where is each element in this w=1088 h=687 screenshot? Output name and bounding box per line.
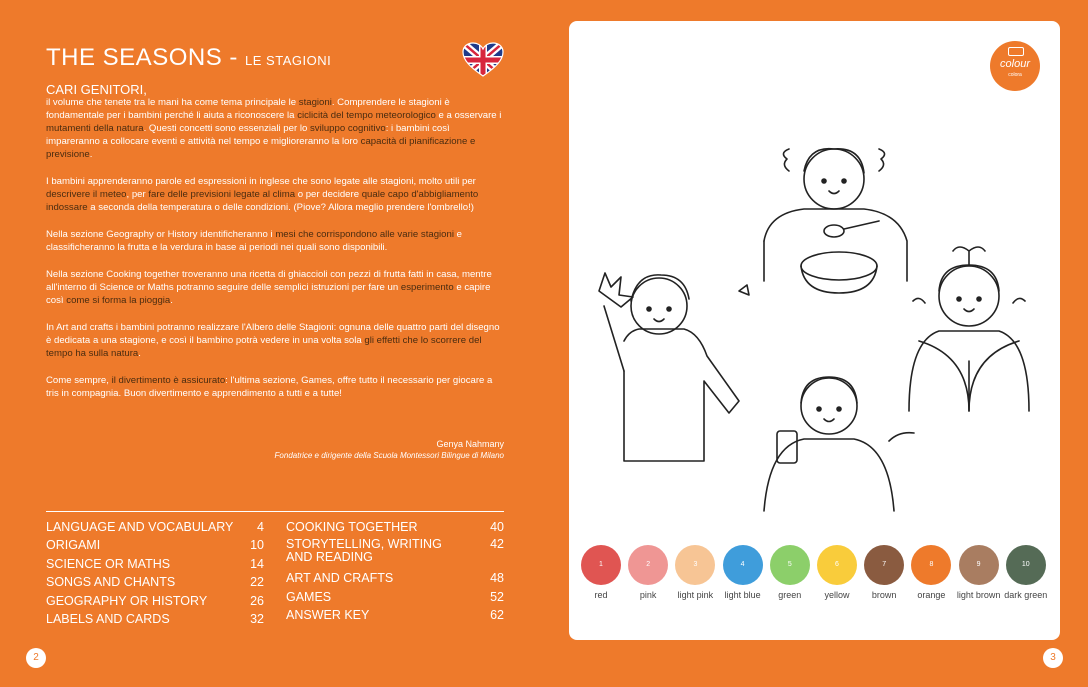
toc-label: SCIENCE OR MATHS xyxy=(46,556,171,571)
toc-entry xyxy=(286,520,504,538)
highlighted-text: stagioni xyxy=(298,97,332,108)
body-text: . Comprendere le stagioni è fondamentale per i bambini perché li aiuta a riconoscere la xyxy=(46,97,450,121)
highlighted-text: il divertimento è assicurato xyxy=(111,375,226,386)
swatch-label: dark green xyxy=(1004,590,1048,600)
kid-with-leaf xyxy=(599,273,749,461)
body-text: . Questi concetti sono essenziali per lo xyxy=(143,123,310,134)
toc-entry xyxy=(286,538,504,571)
table-of-contents-right xyxy=(286,520,504,627)
toc-page-number: 40 xyxy=(490,520,504,534)
body-text: I bambini apprenderanno parole ed espressioni in inglese che sono legate alle stagioni, molto utili per xyxy=(46,176,476,187)
swatch-number: 1 xyxy=(581,545,621,585)
swatch-number: 9 xyxy=(959,545,999,585)
body-text: . xyxy=(170,295,173,306)
swatch-label: green xyxy=(778,590,802,600)
body-text: . xyxy=(138,348,141,359)
toc-entry xyxy=(286,571,504,589)
toc-label: GAMES xyxy=(286,589,332,604)
colour-swatch xyxy=(861,545,907,600)
body-text: , per xyxy=(126,189,149,200)
kid-with-sprout xyxy=(909,247,1029,411)
highlighted-text: quale capo d'abbigliamento indossare xyxy=(46,189,479,213)
swatch-number: 7 xyxy=(864,545,904,585)
page-number-right: 3 xyxy=(1043,648,1063,668)
signature xyxy=(275,439,504,461)
toc-entry xyxy=(46,612,264,630)
toc-entry xyxy=(46,538,264,556)
highlighted-text: descrivere il meteo xyxy=(46,189,127,200)
toc-entry xyxy=(46,594,264,612)
highlighted-text: gli effetti che lo scorrere del tempo ha sulla natura xyxy=(46,335,482,359)
swatch-label: orange xyxy=(917,590,946,600)
toc-page-number: 14 xyxy=(250,556,264,571)
uk-flag-icon xyxy=(462,42,504,78)
toc-entry xyxy=(46,520,264,538)
highlighted-text: capacità di pianificazione e previsione xyxy=(46,136,476,160)
intro-text xyxy=(46,96,504,414)
crayon-box-icon xyxy=(1008,47,1024,56)
toc-label: SONGS AND CHANTS xyxy=(46,575,176,590)
swatch-number: 10 xyxy=(1006,545,1046,585)
paragraph-6 xyxy=(46,374,504,400)
paragraph-2 xyxy=(46,175,504,214)
highlighted-text: mutamenti della natura xyxy=(46,123,144,134)
toc-page-number: 62 xyxy=(490,608,504,623)
toc-label: STORYTELLING, WRITING AND READING xyxy=(286,537,442,565)
highlighted-text: esperimento xyxy=(400,282,454,293)
body-text: Nella sezione Geography or History identificheranno i xyxy=(46,229,276,240)
paragraph-4 xyxy=(46,268,504,307)
kid-with-ice-lolly xyxy=(764,377,914,511)
toc-label: LABELS AND CARDS xyxy=(46,611,170,626)
body-text: a seconda della temperatura o delle condizioni. (Piove? Allora meglio prendere l'ombrello!) xyxy=(87,202,474,213)
swatch-number: 5 xyxy=(770,545,810,585)
colour-swatch xyxy=(956,545,1002,600)
body-text: : l'ultima sezione, Games, offre tutto il necessario per giocare a tris in compagnia. Buon divertimento e apprendimento a tutti e a tutte! xyxy=(46,375,493,399)
highlighted-text: ciclicità del tempo meteorologico xyxy=(297,110,436,121)
colour-swatch xyxy=(814,545,860,600)
swatch-number: 8 xyxy=(911,545,951,585)
colour-badge: colour colora xyxy=(990,41,1040,91)
toc-entry xyxy=(286,590,504,608)
paragraph-3 xyxy=(46,228,504,254)
body-text: e capire così xyxy=(46,282,491,306)
colour-swatch xyxy=(578,545,624,600)
toc-entry xyxy=(46,575,264,593)
toc-page-number: 4 xyxy=(257,520,264,534)
body-text: e a osservare i xyxy=(435,110,502,121)
highlighted-text: fare delle previsioni legate al clima xyxy=(148,189,296,200)
toc-page-number: 10 xyxy=(250,538,264,553)
toc-page-number: 52 xyxy=(490,589,504,604)
colour-swatch xyxy=(767,545,813,600)
toc-label: GEOGRAPHY OR HISTORY xyxy=(46,593,208,608)
body-text: e classificheranno la frutta e la verdura in base ai periodi nei quali sono disponibili. xyxy=(46,229,462,253)
swatch-label: brown xyxy=(871,590,897,600)
body-text: . xyxy=(89,149,93,160)
toc-page-number: 48 xyxy=(490,571,504,586)
toc-page-number: 26 xyxy=(250,593,264,608)
toc-entry xyxy=(286,608,504,626)
signature-name: Genya Nahmany xyxy=(436,439,504,449)
toc-label: ORIGAMI xyxy=(46,538,101,553)
signature-role: Fondatrice e dirigente della Scuola Montessori Bilingue di Milano xyxy=(274,451,504,460)
body-text: In Art and crafts i bambini potranno realizzare l'Albero delle Stagioni: ognuna delle quattro parti del disegno è dedicata a una stagione, e così il bambino potrà vedere in una volta sola xyxy=(46,322,500,346)
highlighted-text: mesi che corrispondono alle varie stagioni xyxy=(275,229,454,240)
toc-label: ANSWER KEY xyxy=(286,608,370,623)
body-text: Come sempre, xyxy=(46,375,112,386)
seasons-colouring-illustration xyxy=(589,141,1049,521)
paragraph-5 xyxy=(46,321,504,360)
highlighted-text: sviluppo cognitivo xyxy=(309,123,386,134)
toc-label: COOKING TOGETHER xyxy=(286,520,418,534)
divider xyxy=(46,511,504,512)
swatch-label: yellow xyxy=(824,590,850,600)
left-page xyxy=(0,0,540,687)
colour-swatch xyxy=(720,545,766,600)
kid-with-soup xyxy=(764,149,907,293)
colour-swatch xyxy=(625,545,671,600)
swatch-number: 2 xyxy=(628,545,668,585)
body-text: il volume che tenete tra le mani ha come tema principale le xyxy=(46,97,299,108)
table-of-contents-left xyxy=(46,520,264,630)
swatch-number: 6 xyxy=(817,545,857,585)
swatch-number: 3 xyxy=(675,545,715,585)
body-text: : i bambini così impareranno a collocare eventi e attività nel tempo e miglioreranno la loro xyxy=(46,123,450,147)
swatch-label: red xyxy=(594,590,608,600)
colour-swatch xyxy=(908,545,954,600)
colouring-card xyxy=(569,21,1060,640)
toc-page-number: 22 xyxy=(250,575,264,590)
paragraph-1 xyxy=(46,96,504,161)
highlighted-text: come si forma la pioggia xyxy=(66,295,171,306)
swatch-label: light pink xyxy=(677,590,714,600)
page-number-left: 2 xyxy=(26,648,46,668)
swatch-number: 4 xyxy=(723,545,763,585)
body-text: Nella sezione Cooking together troveranno una ricetta di ghiaccioli con pezzi di frutta fatti in casa, mentre all'interno di Science or Maths potranno seguire delle semplici istruzioni per fare un xyxy=(46,269,492,293)
toc-entry xyxy=(46,557,264,575)
body-text: o per decidere xyxy=(295,189,362,200)
colour-swatch xyxy=(672,545,718,600)
toc-label: LANGUAGE AND VOCABULARY xyxy=(46,520,234,534)
colour-swatch xyxy=(1003,545,1049,600)
swatch-label: pink xyxy=(639,590,657,600)
swatch-label: light blue xyxy=(724,590,761,600)
page-title: THE SEASONS - LE STAGIONI xyxy=(46,44,332,71)
toc-page-number: 42 xyxy=(490,537,504,552)
toc-page-number: 32 xyxy=(250,611,264,626)
swatch-label: light brown xyxy=(956,590,1001,600)
toc-label: ART AND CRAFTS xyxy=(286,571,394,586)
greeting: CARI GENITORI, xyxy=(46,82,147,97)
